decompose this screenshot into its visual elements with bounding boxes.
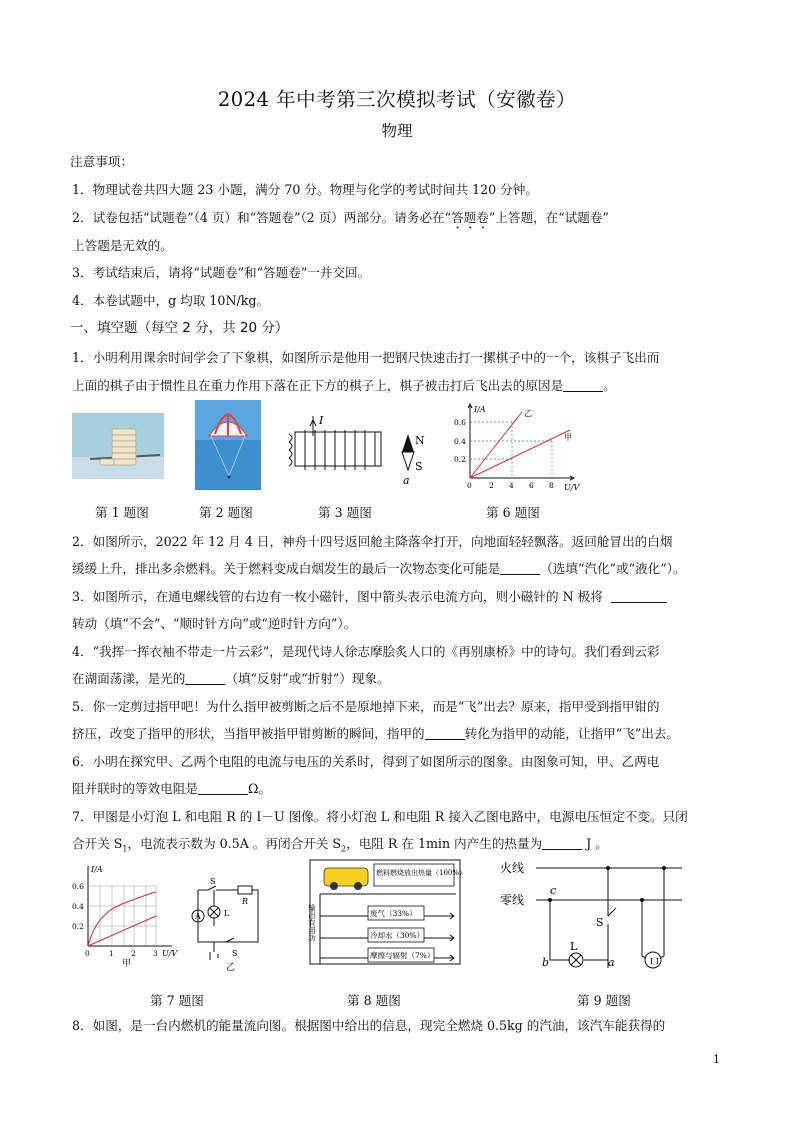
fig2-parachute xyxy=(195,400,261,490)
fig8-row: 废气（33%） xyxy=(370,909,417,918)
fig7a-ytick: 0.6 xyxy=(72,882,84,891)
fig6-xtick: 6 xyxy=(529,481,534,490)
caption-fig8: 第 8 题图 xyxy=(347,993,401,1008)
fig7a-xlabel: U/V xyxy=(162,949,178,958)
fig8-row: 摩擦与辐射（7%） xyxy=(370,951,435,960)
fig7a-xtick: 0 xyxy=(85,949,90,958)
page-number: 1 xyxy=(713,1053,720,1066)
q3-line2: 转动（填“不会”、“顺时针方向”或“逆时针方向”）。 xyxy=(72,616,357,631)
svg-text:I I: I I xyxy=(650,957,659,966)
fig6-xtick: 8 xyxy=(549,481,554,490)
fig9-c: c xyxy=(550,884,557,897)
page-title: 2024 年中考第三次模拟考试（安徽卷） xyxy=(217,88,577,111)
q2-line2: 缓缓上升，排出多余燃料。关于燃料变成白烟发生的最后一次物态变化可能是 （选填“汽化”或“液化”）。 xyxy=(72,561,686,576)
fig6-ytick: 0.6 xyxy=(454,418,466,427)
fig9-s: S xyxy=(596,916,604,929)
fig6-series-yi: 乙 xyxy=(524,409,532,418)
caption-fig9: 第 9 题图 xyxy=(577,993,631,1008)
answer-blank xyxy=(425,727,465,740)
fig7b-sub: 乙 xyxy=(226,963,236,972)
q2-line1: 2．如图所示，2022 年 12 月 4 日，神舟十四号返回舱主降落伞打开，向地面轻轻飘落。返回舱冒出的白烟 xyxy=(72,534,673,549)
fig1-chess-stack xyxy=(72,413,164,479)
fig7b-s2: S xyxy=(232,949,238,958)
fig7a-xtick: 2 xyxy=(131,949,136,958)
note-4: 4．本卷试题中，g 均取 10N/kg。 xyxy=(72,293,269,308)
q8-line1: 8．如图，是一台内燃机的能量流向图。根据图中给出的信息，现完全燃烧 0.5kg 的汽油，该汽车能获得的 xyxy=(72,1018,666,1033)
fig6-ytick: 0.2 xyxy=(454,455,466,464)
fig7b-l: L xyxy=(224,909,230,918)
fig8-output: 输出有用功 xyxy=(307,904,317,942)
fig6-series-jia: 甲 xyxy=(564,433,572,442)
fig9-l: L xyxy=(570,940,578,953)
q4-line1: 4．“我挥一挥衣袖不带走一片云彩”，是现代诗人徐志摩脍炙人口的《再别康桥》中的诗句。我们看到云彩 xyxy=(72,644,660,659)
caption-fig2: 第 2 题图 xyxy=(199,505,253,520)
fig9-a: a xyxy=(608,956,615,969)
q5-line2: 挤压，改变了指甲的形状，当指甲被指甲钳剪断的瞬间，指甲的 转化为指甲的动能，让指甲“飞”出去。 xyxy=(72,726,680,741)
fig6-xtick: 0 xyxy=(467,481,472,490)
q6-line1: 6．小明在探究甲、乙两个电阻的电流与电压的关系时，得到了如图所示的图象。由图象可知，甲、乙两电 xyxy=(72,754,660,769)
south-label: S xyxy=(415,460,423,473)
fig9-household-circuit xyxy=(496,858,686,970)
fig3-solenoid xyxy=(285,410,435,488)
fig8-row: 冷却水（30%） xyxy=(370,931,425,940)
q4-line2: 在湖面荡漾，是光的 （填“反射”或“折射”）现象。 xyxy=(72,671,390,686)
fig7b-a: A xyxy=(195,912,201,921)
answer-blank xyxy=(611,590,667,603)
fig6-iu-chart xyxy=(452,400,587,492)
fig9-b: b xyxy=(542,956,550,969)
fig7a-ytick: 0.4 xyxy=(72,902,84,911)
q1-line1: 1．小明利用课余时间学会了下象棋，如图所示是他用一把钢尺快速击打一摞棋子中的一个，该棋子飞出而 xyxy=(72,350,660,365)
q1-line2: 上面的棋子由于惯性且在重力作用下落在正下方的棋子上，棋子被击打后飞出去的原因是 。 xyxy=(72,378,616,393)
fig8-energy-flow xyxy=(306,858,470,970)
q7-line1: 7．甲图是小灯泡 L 和电阻 R 的 I－U 图像。将小灯泡 L 和电阻 R 接入乙图电路中，电源电压恒定不变。只闭 xyxy=(72,809,688,824)
fig8-input-label: 燃料燃烧放出热量（100%） xyxy=(376,869,467,877)
section-heading: 一、填空题（每空 2 分，共 20 分） xyxy=(70,320,289,336)
answer-blank xyxy=(500,562,540,575)
answer-blank xyxy=(198,782,248,795)
answer-blank xyxy=(563,379,603,392)
note-2: 2．试卷包括“试题卷”（4 页）和“答题卷”（2 页）两部分。请务必在“答题卷”上答题，在“试题卷” xyxy=(72,210,609,225)
note-2-cont: 上答题是无效的。 xyxy=(72,238,173,253)
q6-line2: 阻并联时的等效电阻是 Ω。 xyxy=(72,781,271,796)
fig6-xtick: 4 xyxy=(509,481,514,490)
caption-fig7: 第 7 题图 xyxy=(150,993,204,1008)
north-label: N xyxy=(415,434,425,447)
fig7a-ytick: 0.2 xyxy=(72,922,84,931)
current-label: I xyxy=(319,414,324,427)
answer-blank xyxy=(542,837,582,850)
point-label: a xyxy=(403,474,410,487)
caption-fig3: 第 3 题图 xyxy=(318,505,372,520)
caption-fig1: 第 1 题图 xyxy=(95,505,149,520)
q3-line1: 3．如图所示，在通电螺线管的右边有一枚小磁针，图中箭头表示电流方向，则小磁针的 N 极将 xyxy=(72,589,667,605)
q7-line2: 合开关 $S_1$，电流表示数为 0.5A 。再闭合开关 $S_2$，电阻 R 在 1min 内产生的热量为 J 。 xyxy=(72,836,608,854)
q5-line1: 5．你一定剪过指甲吧！为什么指甲被剪断之后不是原地掉下来，而是“飞”出去？原来，指甲受到指甲钳的 xyxy=(72,699,660,714)
answer-blank xyxy=(185,672,225,685)
note-3: 3．考试结束后，请将“试题卷”和“答题卷”一并交回。 xyxy=(72,265,371,280)
caption-fig6: 第 6 题图 xyxy=(486,505,540,520)
fig9-neutral: 零线 xyxy=(500,893,525,907)
fig6-xtick: 2 xyxy=(489,481,494,490)
fig7b-s1: S xyxy=(210,877,216,886)
fig6-xlabel: U/V xyxy=(564,483,580,492)
fig7a-xtick: 3 xyxy=(153,949,158,958)
fig7a-ylabel: I/A xyxy=(91,865,103,874)
note-1: 1．物理试卷共四大题 23 小题，满分 70 分。物理与化学的考试时间共 120 分钟。 xyxy=(72,182,538,197)
fig7b-r: R xyxy=(242,897,249,906)
fig6-ytick: 0.4 xyxy=(454,437,466,446)
fig6-ylabel: I/A xyxy=(474,405,486,414)
fig7a-sub: 甲 xyxy=(122,959,132,969)
fig7b-circuit xyxy=(186,876,268,972)
fig7a-iu-chart xyxy=(72,858,182,970)
notes-heading: 注意事项： xyxy=(70,154,133,169)
subject-heading: 物理 xyxy=(381,122,413,140)
fig9-live: 火线 xyxy=(500,861,525,875)
fig7a-xtick: 1 xyxy=(109,949,114,958)
